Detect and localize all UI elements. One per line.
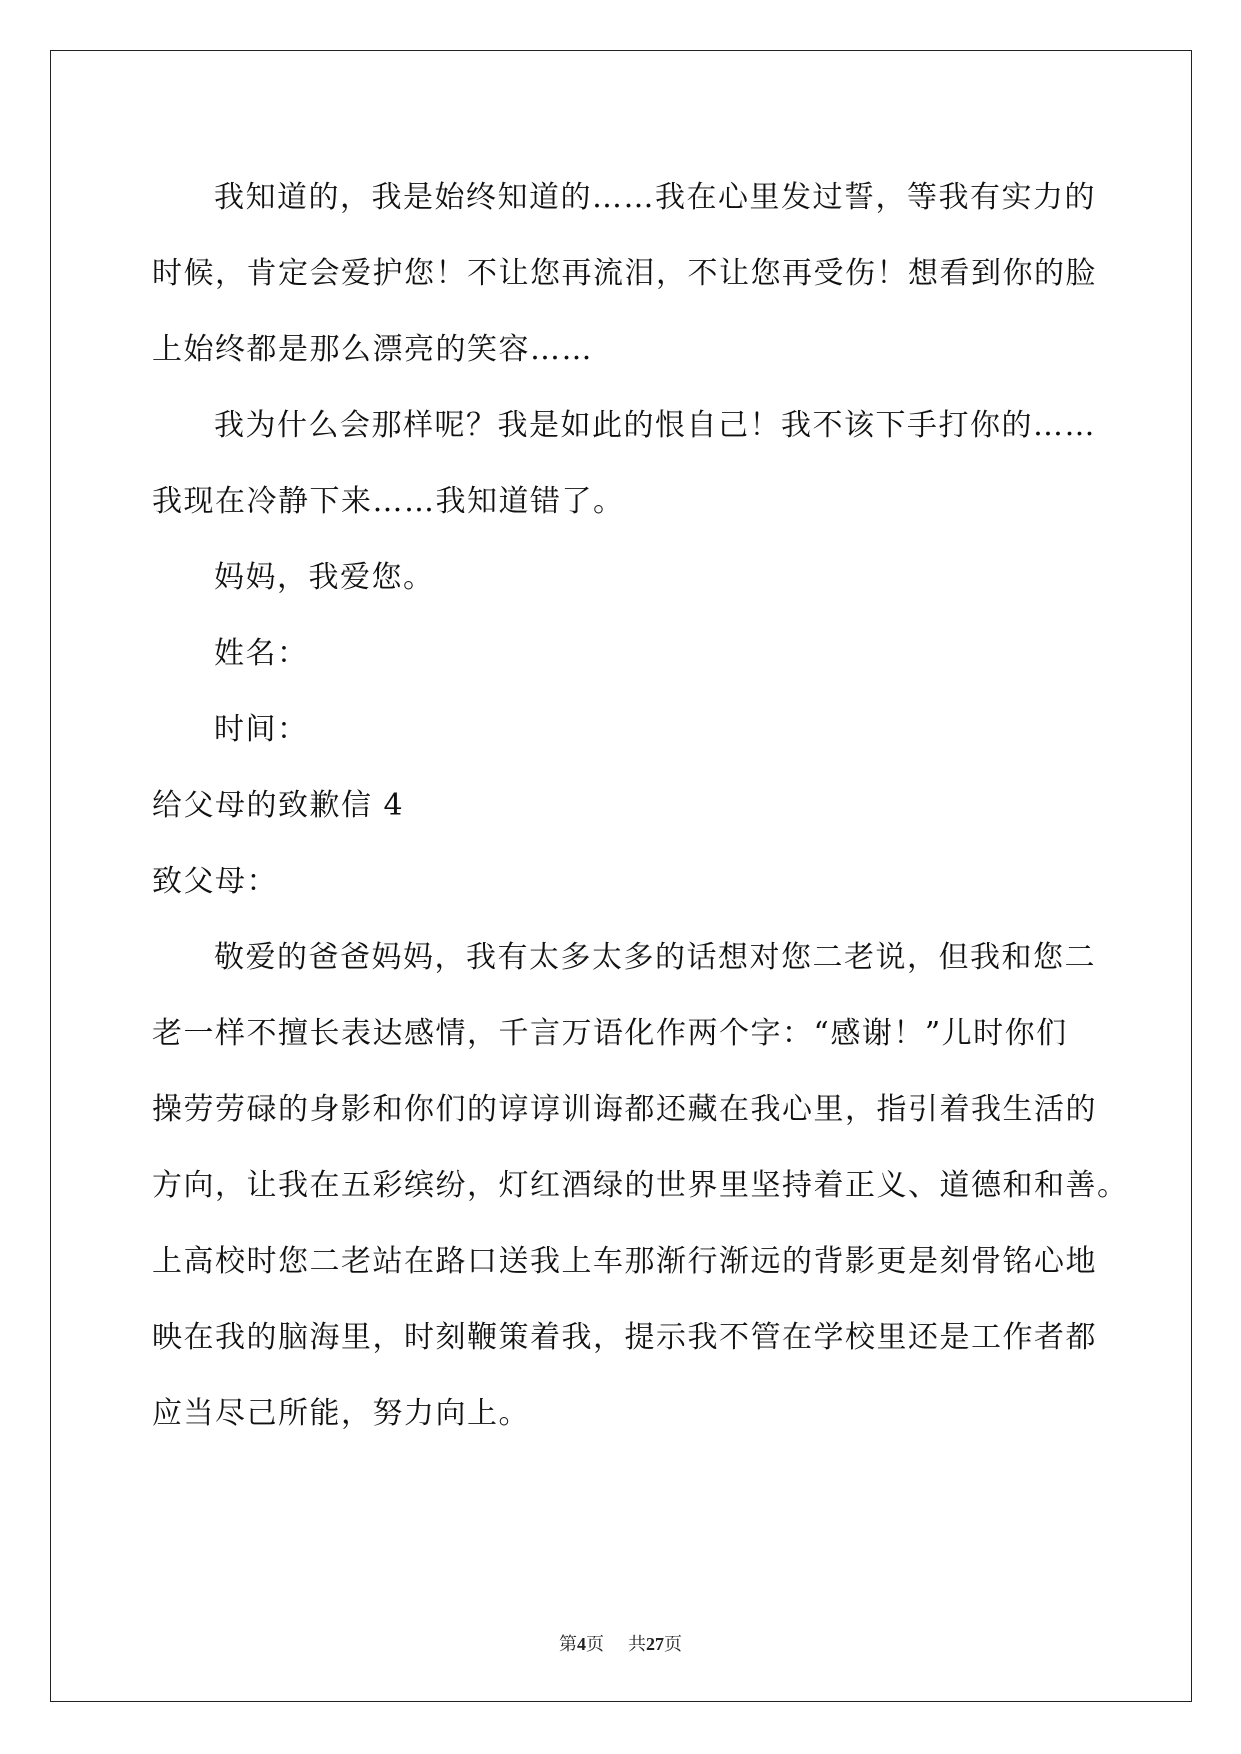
current-page-number: 4	[577, 1634, 586, 1654]
paragraph-line: 我现在冷静下来……我知道错了。	[152, 484, 625, 519]
document-body	[152, 160, 1129, 1452]
footer-prefix: 第	[559, 1634, 577, 1654]
salutation: 致父母：	[152, 864, 278, 899]
paragraph-line: 映在我的脑海里，时刻鞭策着我，提示我不管在学校里还是工作者都	[152, 1320, 1097, 1355]
paragraph-line: 敬爱的爸爸妈妈，我有太多太多的话想对您二老说，但我和您二	[214, 940, 1096, 975]
paragraph-line: 上高校时您二老站在路口送我上车那渐行渐远的背影更是刻骨铭心地	[152, 1244, 1097, 1279]
paragraph-line: 应当尽己所能，努力向上。	[152, 1396, 530, 1431]
signature-name-label: 姓名：	[214, 636, 309, 671]
footer-total-suffix: 页	[664, 1634, 682, 1654]
signature-date-label: 时间：	[214, 712, 309, 747]
paragraph-line: 时候，肯定会爱护您！不让您再流泪，不让您再受伤！想看到你的脸	[152, 256, 1097, 291]
total-page-count: 27	[646, 1634, 664, 1654]
paragraph-line: 我知道的，我是始终知道的……我在心里发过誓，等我有实力的	[214, 180, 1096, 215]
footer-page-suffix: 页	[586, 1634, 604, 1654]
paragraph-line: 妈妈，我爱您。	[214, 560, 435, 595]
paragraph-line: 方向，让我在五彩缤纷，灯红酒绿的世界里坚持着正义、道德和和善。	[152, 1168, 1129, 1203]
paragraph-line: 操劳劳碌的身影和你们的谆谆训诲都还藏在我心里，指引着我生活的	[152, 1092, 1097, 1127]
section-title: 给父母的致歉信 4	[152, 788, 405, 823]
footer-total-prefix: 共	[628, 1634, 646, 1654]
paragraph-line: 老一样不擅长表达感情，千言万语化作两个字：“感谢！”儿时你们	[152, 1016, 1068, 1051]
paragraph-line: 上始终都是那么漂亮的笑容……	[152, 332, 593, 367]
paragraph-line: 我为什么会那样呢？我是如此的恨自己！我不该下手打你的……	[214, 408, 1096, 443]
page-footer	[0, 1632, 1241, 1656]
